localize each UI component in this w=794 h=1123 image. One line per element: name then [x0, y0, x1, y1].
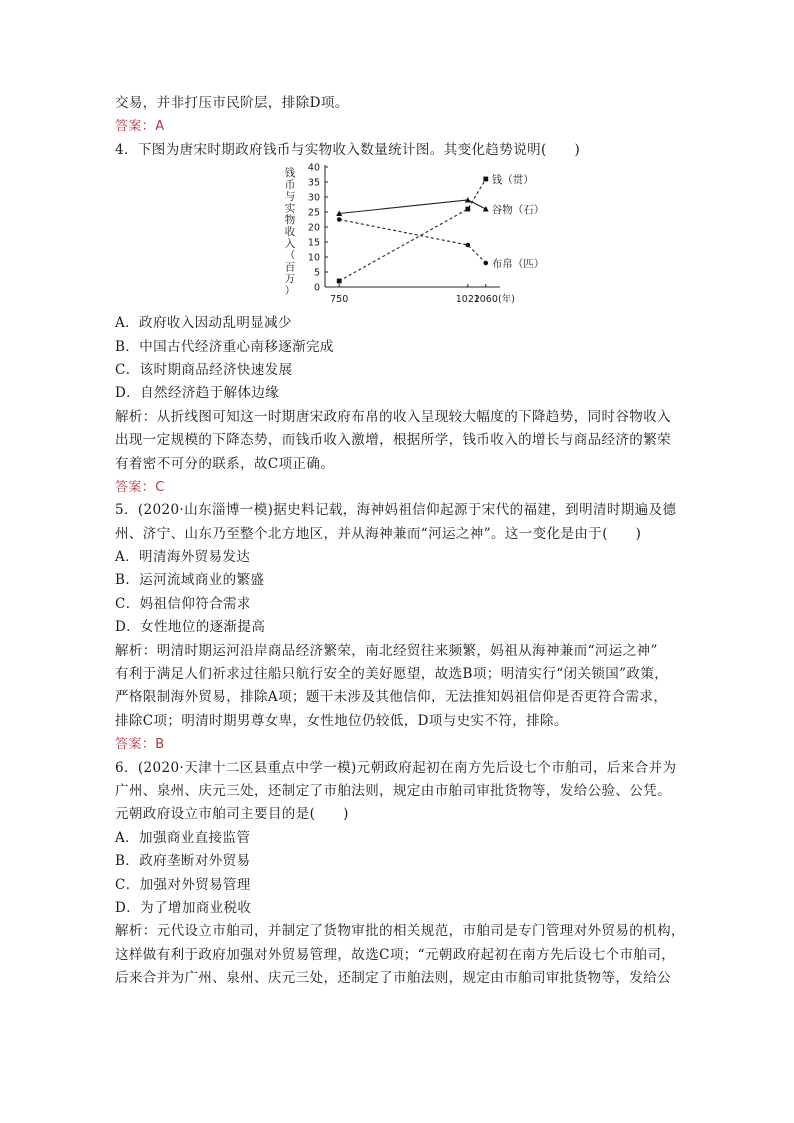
series-label: 谷物（石） [491, 204, 545, 217]
x-tick-label: 750 [330, 294, 349, 306]
y-label-char: 与 [284, 190, 296, 203]
y-label-char: 万 [284, 273, 296, 286]
q5-stem-line: 5．(2020·山东淄博一模)据史料记载，海神妈祖信仰起源于宋代的福建，到明清时期遍及德 [115, 502, 677, 519]
y-tick-label: 0 [313, 282, 320, 294]
x-tick-label: 1022 [455, 294, 480, 306]
data-point [337, 217, 342, 222]
data-point [483, 177, 488, 182]
line-chart [115, 162, 685, 312]
series-label: 钱（贯） [491, 174, 534, 187]
series-line [339, 200, 486, 214]
q5-analysis-line: 严格限制海外贸易，排除A项；题干未涉及其他信仰，无法推知妈祖信仰是否更符合需求， [115, 689, 668, 706]
q3-analysis-tail: 交易，并非打压市民阶层，排除D项。 [115, 95, 349, 111]
q4-answer: 答案：C [115, 479, 165, 495]
q5-option-d: D．女性地位的逐渐提高 [115, 619, 266, 636]
data-point [483, 206, 489, 212]
q4-stem: 4．下图为唐宋时期政府钱币与实物收入数量统计图。其变化趋势说明( ) [115, 141, 581, 158]
x-axis-label: (年) [498, 294, 515, 306]
y-tick-label: 25 [307, 207, 320, 219]
y-label-char: 币 [284, 178, 296, 191]
q6-stem-line: 元朝政府设立市舶司主要目的是( ) [115, 806, 349, 823]
q5-analysis-line: 解析：明清时期运河沿岸商品经济繁荣，南北经贸往来频繁，妈祖从海神兼而“河运之神” [115, 642, 658, 659]
data-point [465, 207, 470, 212]
q4-analysis-line: 有着密不可分的联系，故C项正确。 [115, 455, 335, 472]
q6-analysis-line: 这样做有利于政府加强对外贸易管理，故选C项；“元朝政府起初在南方先后设七个市舶司， [115, 946, 676, 963]
q4-option-d: D．自然经济趋于解体边缘 [115, 385, 280, 402]
series-label: 布帛（匹） [491, 258, 545, 271]
x-tick-label: 1060 [473, 294, 498, 306]
series-line [339, 179, 486, 281]
q4-option-c: C．该时期商品经济快速发展 [115, 361, 293, 378]
q5-option-c: C．妈祖信仰符合需求 [115, 595, 251, 612]
y-tick-label: 20 [307, 222, 320, 234]
y-label-char: 物 [284, 214, 296, 227]
q5-answer: 答案：B [115, 737, 165, 753]
data-point [484, 261, 489, 266]
y-tick-label: 40 [307, 162, 320, 174]
y-axis-label [285, 166, 296, 297]
q4-analysis-line: 出现一定规模的下降态势，而钱币收入激增，根据所学，钱币收入的增长与商品经济的繁荣 [115, 432, 671, 449]
q6-option-a: A．加强商业直接监管 [115, 829, 251, 846]
q5-option-a: A．明清海外贸易发达 [115, 549, 251, 566]
y-tick-label: 30 [307, 192, 320, 204]
document-page [115, 92, 685, 991]
y-label-char: （ [284, 249, 296, 262]
data-point [337, 279, 342, 284]
q5-analysis-line: 有利于满足人们祈求过往船只航行安全的美好愿望，故选B项；明清实行“闭关锁国”政策， [115, 666, 669, 683]
y-label-char: 收 [284, 226, 296, 239]
y-label-char: ） [284, 285, 296, 298]
q4-option-a: A．政府收入因动乱明显减少 [115, 315, 292, 332]
y-tick-label: 15 [307, 237, 320, 249]
q6-option-c: C．加强对外贸易管理 [115, 876, 251, 893]
y-tick-label: 5 [313, 267, 320, 279]
y-tick-label: 35 [307, 177, 320, 189]
data-point [466, 243, 471, 248]
y-tick-label: 10 [307, 252, 320, 264]
q6-option-d: D．为了增加商业税收 [115, 899, 252, 916]
q4-option-b: B．中国古代经济重心南移逐渐完成 [115, 338, 334, 355]
y-label-char: 入 [284, 237, 296, 250]
q5-analysis-line: 排除C项；明清时期男尊女卑，女性地位仍较低，D项与史实不符，排除。 [115, 712, 568, 729]
q6-stem-line: 6．(2020·天津十二区县重点中学一模)元朝政府起初在南方先后设七个市舶司，后来合并为 [115, 759, 677, 776]
y-label-char: 实 [284, 202, 296, 215]
q4-chart [115, 162, 685, 312]
y-label-char: 钱 [284, 167, 296, 180]
q4-analysis-line: 解析：从折线图可知这一时期唐宋政府布帛的收入呈现较大幅度的下降趋势，同时谷物收入 [115, 408, 671, 425]
q3-answer: 答案：A [115, 119, 165, 135]
q6-stem-line: 广州、泉州、庆元三处，还制定了市舶法则，规定由市舶司审批货物等，发给公验、公凭。 [115, 782, 671, 799]
q5-option-b: B．运河流域商业的繁盛 [115, 572, 265, 589]
q6-option-b: B．政府垄断对外贸易 [115, 853, 251, 870]
series-line [339, 220, 486, 264]
q6-analysis-line: 解析：元代设立市舶司，并制定了货物审批的相关规范，市舶司是专门管理对外贸易的机构， [115, 923, 685, 940]
q5-stem-line: 州、济宁、山东乃至整个北方地区，并从海神兼而“河运之神”。这一变化是由于( ) [115, 525, 642, 542]
y-label-char: 百 [284, 261, 296, 274]
q6-analysis-line: 后来合并为广州、泉州、庆元三处，还制定了市舶法则，规定由市舶司审批货物等，发给公 [115, 970, 671, 987]
